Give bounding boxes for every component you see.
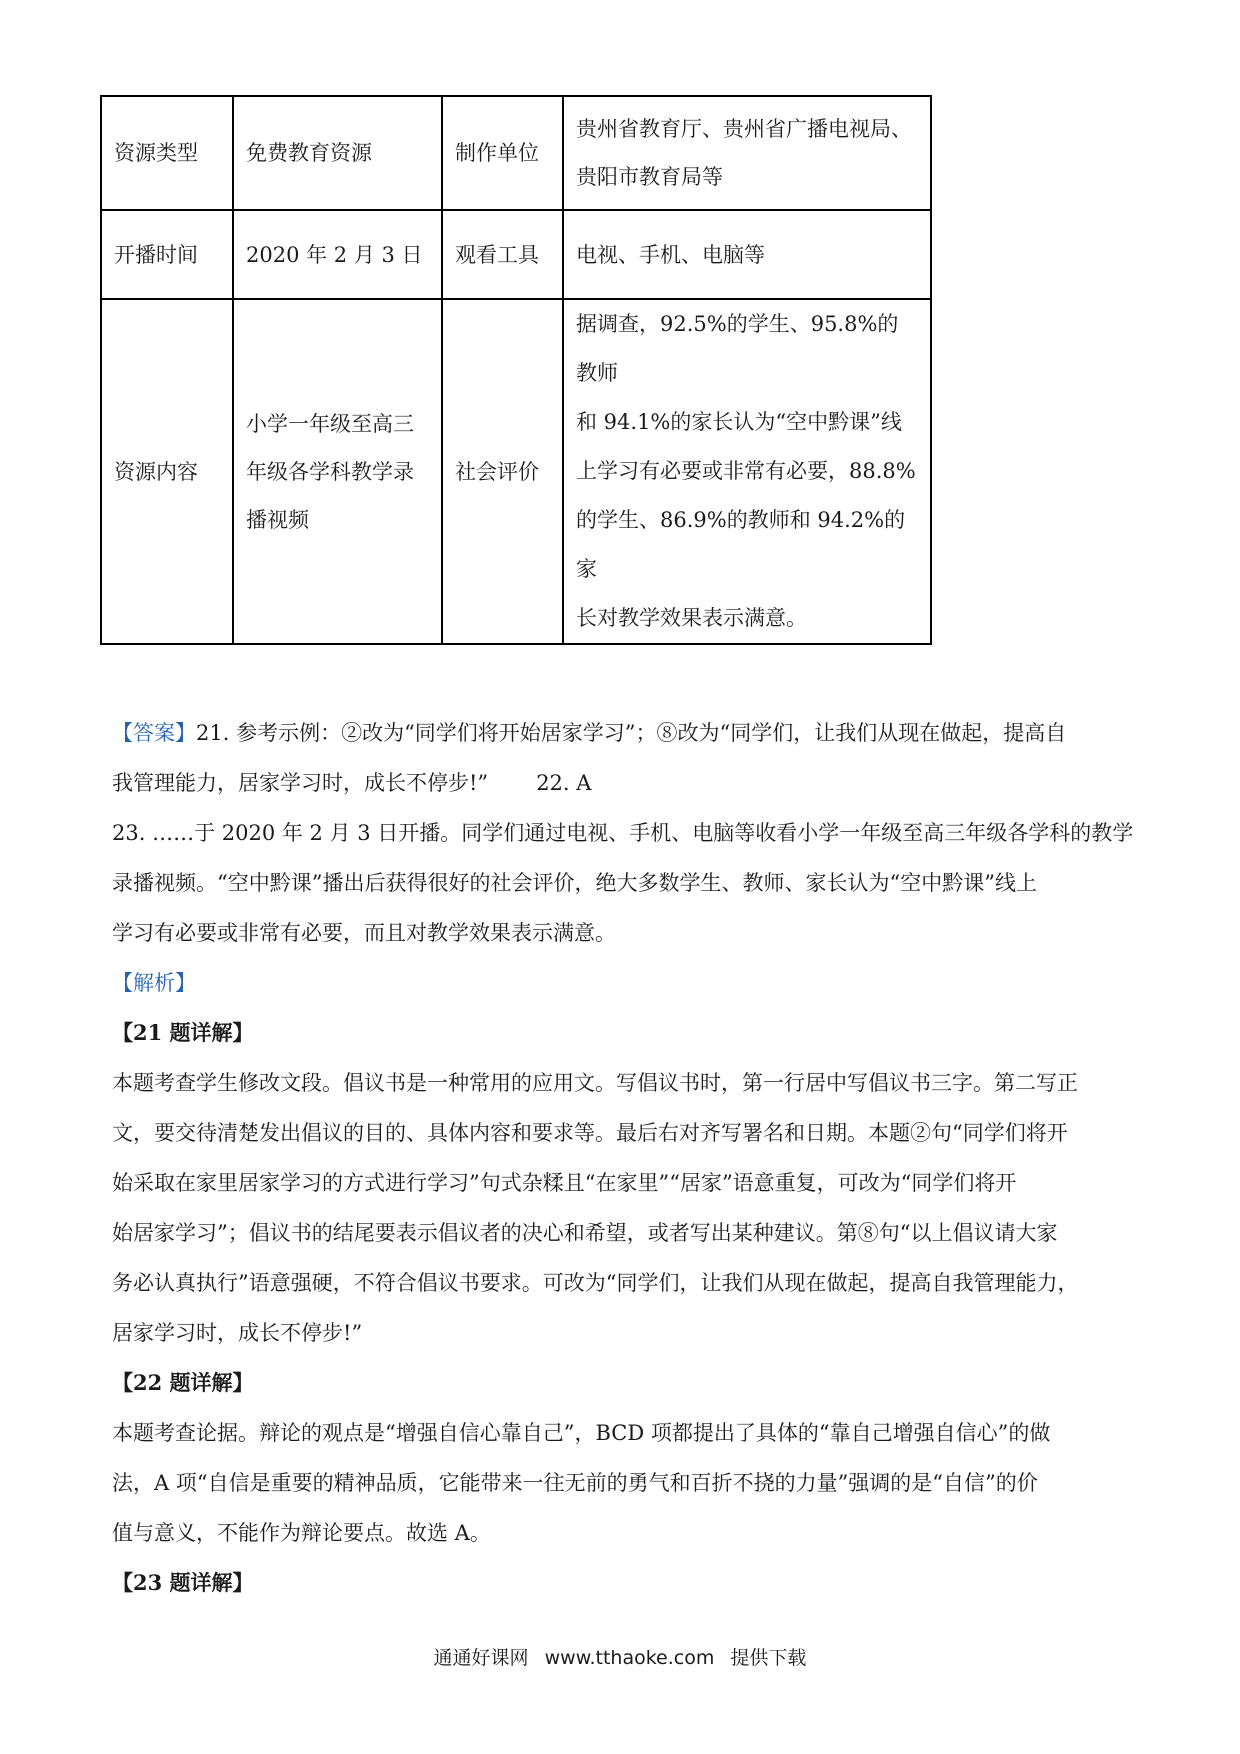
cell-line: 贵州省教育厅、贵州省广播电视局、 (576, 117, 912, 141)
cell-line: 上学习有必要或非常有必要，88.8% (576, 459, 916, 483)
cell-line: 长对教学效果表示满意。 (576, 606, 807, 630)
answer-23-line: 23. ……于 2020 年 2 月 3 日开播。同学们通过电视、手机、电脑等收看小学一年级至高三年级各学科的教学 (112, 821, 1134, 845)
cell-value-producer (563, 96, 931, 210)
answer-23-line: 学习有必要或非常有必要，而且对教学效果表示满意。 (112, 921, 616, 945)
cell-label-viewing-tools: 观看工具 (442, 210, 563, 299)
page-footer (0, 1643, 1240, 1670)
cell-line: 播视频 (246, 507, 309, 532)
analysis-21-line: 始居家学习”；倡议书的结尾要表示倡议者的决心和希望，或者写出某种建议。第⑧句“以上倡议请大家 (112, 1221, 1058, 1245)
cell-line: 和 94.1%的家长认为“空中黔课”线 (576, 410, 902, 434)
cell-line: 的学生、86.9%的教师和 94.2%的家 (576, 508, 906, 581)
answer-21-text: 21. 参考示例：②改为“同学们将开始居家学习”；⑧改为“同学们，让我们从现在做起，提高自 (196, 721, 1067, 745)
cell-value-resource-content (233, 299, 442, 644)
answer-22-text: 22. A (536, 771, 592, 795)
cell-label-social-evaluation: 社会评价 (442, 299, 563, 644)
cell-line: 贵阳市教育局等 (576, 165, 723, 189)
cell-label-start-time: 开播时间 (101, 210, 233, 299)
cell-value-viewing-tools: 电视、手机、电脑等 (563, 210, 931, 299)
analysis-tag: 【解析】 (112, 971, 196, 995)
cell-line: 小学一年级至高三 (246, 411, 414, 436)
cell-label-resource-type: 资源类型 (101, 96, 233, 210)
footer-suffix: 提供下载 (730, 1647, 807, 1669)
section-heading-22: 【22 题详解】 (112, 1370, 254, 1395)
analysis-22-line: 法，A 项“自信是重要的精神品质，它能带来一往无前的勇气和百折不挠的力量”强调的是“自信”的价 (112, 1471, 1038, 1495)
analysis-21-line: 始采取在家里居家学习的方式进行学习”句式杂糅且“在家里”“居家”语意重复，可改为“同学们将开 (112, 1171, 1017, 1195)
analysis-22-line: 值与意义，不能作为辩论要点。故选 A。 (112, 1521, 491, 1545)
resource-info-table (100, 95, 932, 645)
cell-line: 据调查，92.5%的学生、95.8%的教师 (576, 312, 899, 385)
answer-21-text: 我管理能力，居家学习时，成长不停步!” (112, 771, 489, 795)
section-heading-23: 【23 题详解】 (112, 1570, 254, 1595)
analysis-21-line: 文，要交待清楚发出倡议的目的、具体内容和要求等。最后右对齐写署名和日期。本题②句“同学们将开 (112, 1121, 1068, 1145)
cell-value-start-time: 2020 年 2 月 3 日 (233, 210, 442, 299)
section-heading-21: 【21 题详解】 (112, 1020, 254, 1045)
answer-23-line: 录播视频。“空中黔课”播出后获得很好的社会评价，绝大多数学生、教师、家长认为“空中黔课”线上 (112, 871, 1037, 895)
cell-label-producer: 制作单位 (442, 96, 563, 210)
analysis-21-line: 本题考查学生修改文段。倡议书是一种常用的应用文。写倡议书时，第一行居中写倡议书三字。第二写正 (112, 1071, 1078, 1095)
cell-line: 年级各学科教学录 (246, 459, 414, 484)
cell-value-resource-type: 免费教育资源 (233, 96, 442, 210)
answer-21-line (112, 758, 1136, 808)
table-row (101, 96, 931, 210)
footer-site-name: 通通好课网 (433, 1647, 529, 1669)
table-row (101, 210, 931, 299)
analysis-21-line: 居家学习时，成长不停步!” (112, 1321, 363, 1345)
answer-analysis-section (112, 708, 1136, 1608)
answer-21-line (112, 708, 1136, 758)
analysis-21-line: 务必认真执行”语意强硬，不符合倡议书要求。可改为“同学们，让我们从现在做起，提高自我管理能力， (112, 1271, 1079, 1295)
footer-url-link[interactable]: www.tthaoke.com (544, 1647, 715, 1669)
answer-tag: 【答案】 (112, 721, 196, 745)
cell-value-social-evaluation (563, 299, 931, 644)
table-row (101, 299, 931, 644)
analysis-22-line: 本题考查论据。辩论的观点是“增强自信心靠自己”，BCD 项都提出了具体的“靠自己增强自信心”的做 (112, 1421, 1051, 1445)
cell-label-resource-content: 资源内容 (101, 299, 233, 644)
